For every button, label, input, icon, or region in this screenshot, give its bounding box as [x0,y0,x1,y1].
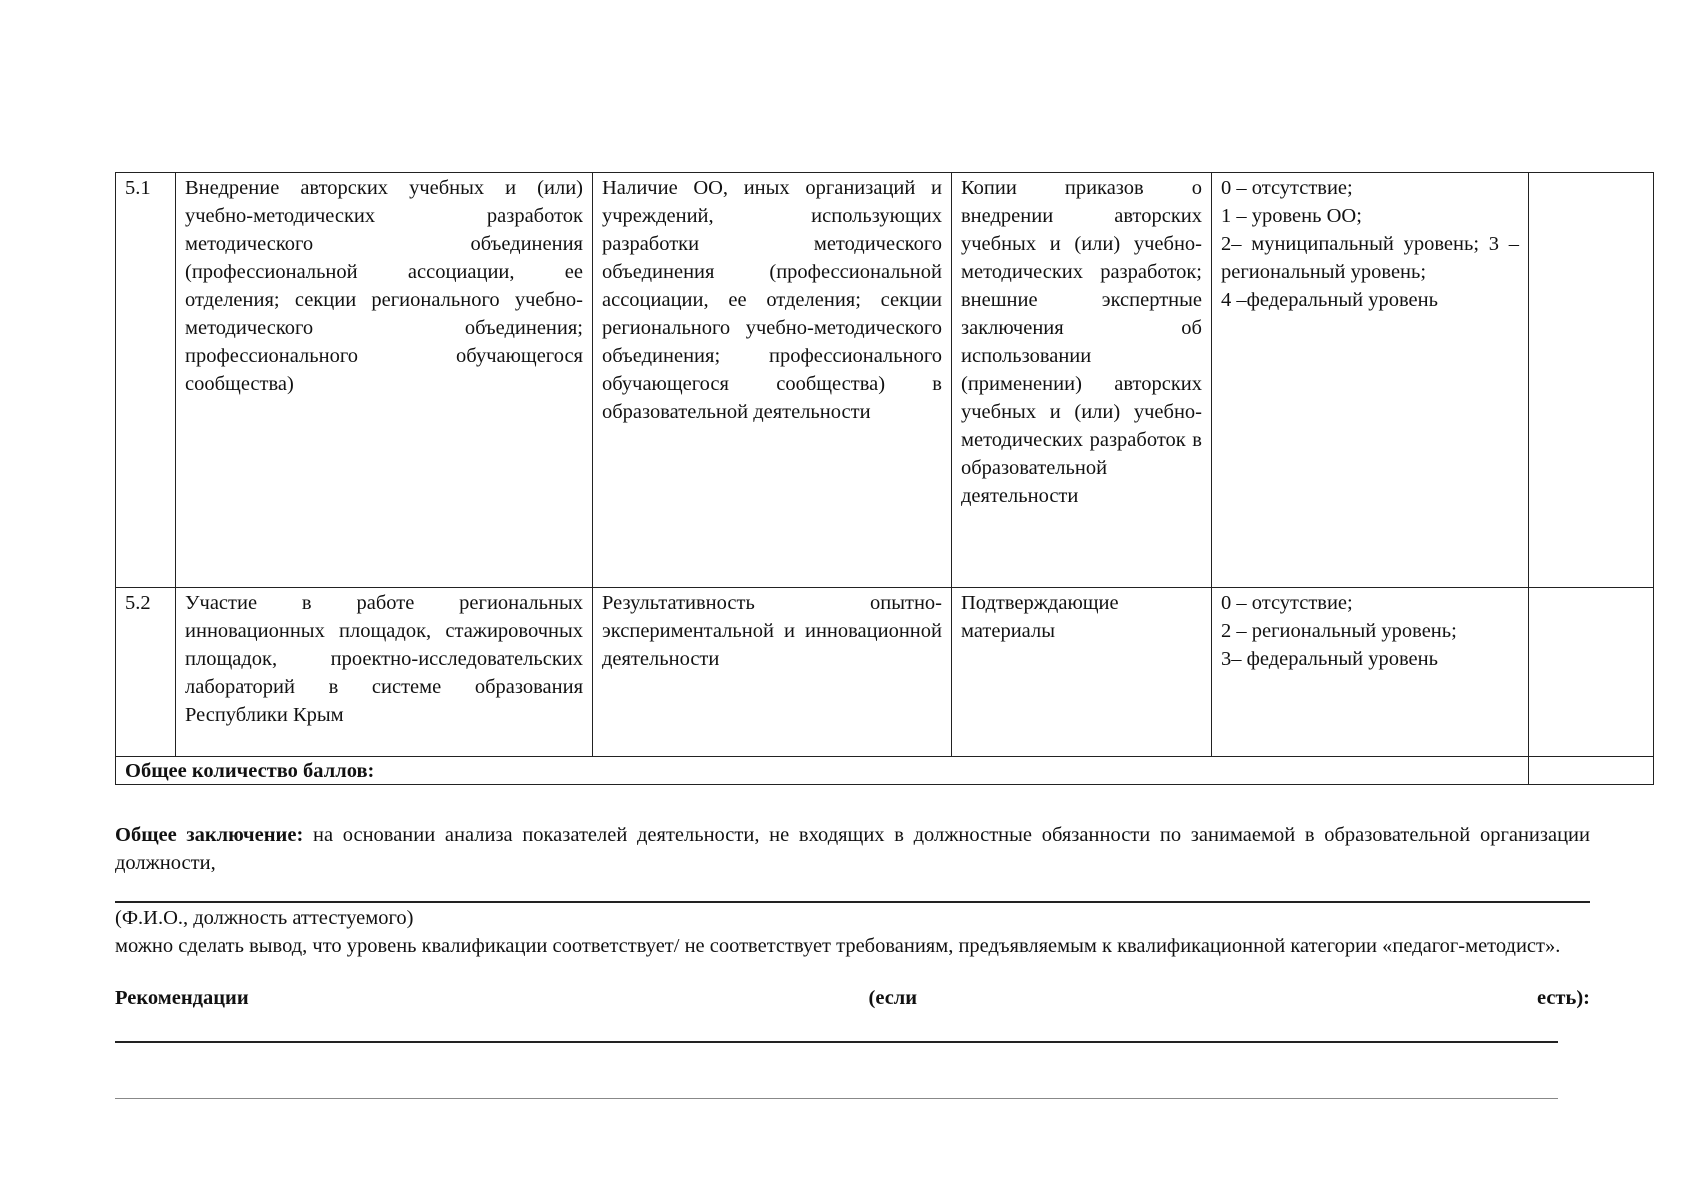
score-cell [1529,588,1654,757]
fio-line [115,901,1590,903]
scoring-line: 0 – отсутствие; [1221,592,1353,614]
conclusion-label: Общее заключение: [115,824,304,846]
table-row [116,588,1654,757]
row-number: 5.2 [116,588,176,757]
scoring-line: 2 – региональный уровень; [1221,620,1457,642]
total-score-cell [1529,757,1654,785]
evidence-cell: Подтверждающие материалы [952,588,1212,757]
criteria-table [115,172,1654,785]
recommendations-word: есть): [1536,987,1590,1009]
scoring-line: 1 – уровень ОО; [1221,205,1362,227]
recommendations-heading [115,987,1590,1010]
scoring-line: 0 – отсутствие; [1221,177,1353,199]
criterion-cell: Внедрение авторских учебных и (или) учебно-методических разработок методического объединения (профессиональной ассоциации, ее отделения; секции регионального учебно-методического объединения; профессионального обучающегося сообщества) [176,173,593,588]
conclusion-text: на основании анализа показателей деятельности, не входящих в должностные обязанности по занимаемой в образовательной организации должности, [115,824,1590,874]
scoring-line: 3– федеральный уровень [1221,648,1438,670]
conclusion-paragraph [115,821,1590,877]
recommendations-line [115,1041,1558,1043]
scoring-cell [1212,588,1529,757]
fio-caption: (Ф.И.О., должность аттестуемого) [115,907,414,929]
row-number: 5.1 [116,173,176,588]
conclusion-result: можно сделать вывод, что уровень квалификации соответствует/ не соответствует требованиям, предъявляемым к квалификационной категории «педагог-методист». [115,935,1561,957]
table-row [116,173,1654,588]
recommendations-word: (если [868,987,918,1009]
indicator-cell: Наличие ОО, иных организаций и учреждений, использующих разработки методического объединения (профессиональной ассоциации, ее отделения; секции регионального учебно-методического объединения; профессионального обучающегося сообщества) в образовательной деятельности [593,173,952,588]
score-cell [1529,173,1654,588]
total-row [116,757,1654,785]
scoring-line: 4 –федеральный уровень [1221,289,1438,311]
indicator-cell: Результативность опытно-экспериментальной и инновационной деятельности [593,588,952,757]
scoring-line: 2– муниципальный уровень; 3 – региональный уровень; [1221,233,1519,283]
evidence-cell: Копии приказов о внедрении авторских учебных и (или) учебно-методических разработок; внешние экспертные заключения об использовании (применении) авторских учебных и (или) учебно-методических разработок в образовательной деятельности [952,173,1212,588]
scoring-cell [1212,173,1529,588]
criterion-cell: Участие в работе региональных инновационных площадок, стажировочных площадок, проектно-исследовательских лабораторий в системе образования Республики Крым [176,588,593,757]
total-label: Общее количество баллов: [116,757,1529,785]
recommendations-word: Рекомендации [115,987,249,1009]
recommendations-line [115,1098,1558,1099]
